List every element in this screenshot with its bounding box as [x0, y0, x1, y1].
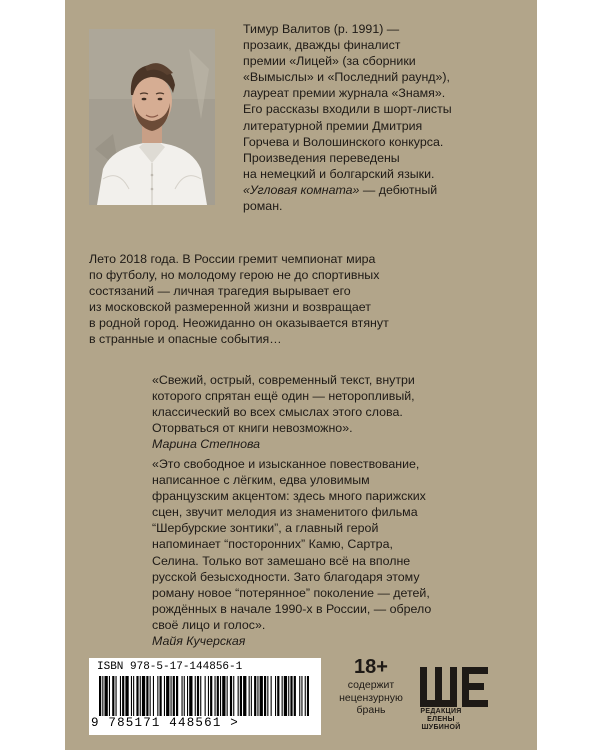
barcode-bar	[142, 676, 145, 716]
barcode-bar	[120, 676, 121, 716]
barcode-bar	[182, 676, 183, 716]
bio-line: Его рассказы входили в шорт-листы	[243, 102, 452, 117]
barcode-bar	[238, 676, 239, 716]
synopsis-line: Лето 2018 года. В России гремит чемпионат мира	[89, 252, 376, 266]
barcode-bar	[140, 676, 141, 716]
barcode-bar	[215, 676, 216, 716]
barcode-bar	[109, 676, 110, 716]
barcode-bar	[176, 676, 178, 716]
quote-author: Марина Степнова	[152, 437, 261, 452]
barcode-bar	[267, 676, 268, 716]
barcode-bar	[233, 676, 234, 716]
barcode-bar	[249, 676, 250, 716]
barcode-bar	[131, 676, 132, 716]
barcode-bar	[171, 676, 172, 716]
barcode-bar	[275, 676, 276, 716]
bio-line: премии «Лицей» (за сборники	[243, 54, 416, 69]
age-rating-value: 18+	[354, 656, 388, 678]
barcode-digits: 9 785171 448561 >	[91, 716, 239, 730]
quote-line: Оторваться от книги невозможно».	[152, 421, 353, 436]
publisher-line: РЕДАКЦИЯ	[420, 708, 462, 715]
barcode-bar	[208, 676, 209, 716]
publisher-line: ЕЛЕНЫ ШУБИНОЙ	[421, 716, 461, 731]
synopsis-line: в странные и опасные события…	[89, 332, 282, 347]
quote-line: сцен, звучит мелодия из знаменитого фильма	[152, 505, 418, 520]
barcode-bar	[254, 676, 256, 716]
barcode-bar	[305, 676, 306, 716]
synopsis-line: из московской размеренной жизни и возвращает	[89, 300, 371, 315]
debut-book-title: «Угловая комната»	[243, 182, 360, 197]
barcode-bar	[260, 676, 263, 716]
barcode-image	[97, 676, 311, 716]
barcode-bar	[157, 676, 158, 716]
bio-line: прозаик, дважды финалист	[243, 38, 401, 53]
author-bio	[243, 21, 528, 214]
barcode-bar	[240, 676, 242, 716]
barcode-bar	[105, 676, 108, 716]
barcode-bar	[197, 676, 199, 716]
barcode-bar	[166, 676, 169, 716]
bio-line: Горчева и Волошинского конкурса.	[243, 134, 444, 149]
quote-line: классический во всех смыслах этого слова.	[152, 405, 403, 420]
synopsis-line: в родной город. Неожиданно он оказывается втянут	[89, 316, 389, 331]
barcode-bar	[173, 676, 175, 716]
bio-line: роман.	[243, 199, 283, 214]
barcode-bar	[290, 676, 292, 716]
author-photo	[89, 29, 215, 205]
barcode-bar	[122, 676, 124, 716]
book-synopsis	[89, 251, 519, 348]
age-warning-line: брань	[356, 704, 386, 716]
isbn-barcode-box	[89, 658, 321, 735]
quote-line: “Шербурские зонтики”, а главный герой	[152, 521, 379, 536]
barcode-bar	[210, 676, 212, 716]
barcode-bar	[112, 676, 114, 716]
barcode-bar	[243, 676, 246, 716]
barcode-bar	[222, 676, 225, 716]
quote-line: написанное с лёгким, едва уловимым	[152, 473, 370, 488]
synopsis-line: по футболу, но молодому герою не до спортивных	[89, 268, 380, 283]
synopsis-line: состязаний — личная трагедия вырывает его	[89, 284, 351, 299]
quote-line: роману новое “потерянное” поколение — детей,	[152, 585, 430, 600]
barcode-bar	[271, 676, 272, 716]
barcode-bar	[264, 676, 266, 716]
barcode-bar	[294, 676, 296, 716]
quote-line: которого спрятан ещё один — неторопливый,	[152, 389, 415, 404]
bio-line: лауреат премии журнала «Знамя».	[243, 86, 446, 101]
barcode-bar	[160, 676, 162, 716]
review-quote	[152, 372, 522, 452]
barcode-bar	[284, 676, 287, 716]
barcode-bar	[99, 676, 101, 716]
barcode-bar	[136, 676, 138, 716]
quote-line: русской безысходности. Зато благодаря этому	[152, 569, 420, 584]
barcode-bar	[102, 676, 103, 716]
barcode-bar	[195, 676, 196, 716]
bio-line: на немецкий и болгарский языки.	[243, 166, 435, 181]
bio-line: Тимур Валитов (р. 1991) —	[243, 22, 400, 36]
barcode-bar	[189, 676, 192, 716]
publisher-name	[410, 708, 472, 732]
isbn-label: ISBN 978-5-17-144856-1	[97, 661, 243, 673]
barcode-bar	[277, 676, 279, 716]
bio-line: литературной премии Дмитрия	[243, 118, 423, 133]
age-rating	[339, 655, 403, 717]
barcode-bar	[227, 676, 228, 716]
barcode-bar	[257, 676, 258, 716]
barcode-bar	[299, 676, 300, 716]
barcode-bar	[282, 676, 283, 716]
quote-line: «Это свободное и изысканное повествование,	[152, 457, 420, 471]
quote-line: Селина. Только вот замешано всё на вполне	[152, 553, 411, 568]
barcode-bar	[184, 676, 185, 716]
quote-line: рождённых в начале 1990-х в России, — обрело	[152, 601, 432, 616]
book-back-cover	[65, 0, 537, 750]
bio-line: «Вымыслы» и «Последний раунд»),	[243, 70, 450, 85]
barcode-bar	[153, 676, 154, 716]
barcode-bar	[217, 676, 219, 716]
barcode-bar	[230, 676, 232, 716]
barcode-bar	[251, 676, 252, 716]
barcode-bar	[187, 676, 188, 716]
barcode-bar	[200, 676, 201, 716]
quote-line: напоминает “посторонних” Камю, Сартра,	[152, 537, 393, 552]
author-portrait-image	[89, 29, 215, 205]
age-warning-line: содержит	[347, 679, 395, 691]
bio-debut-line	[243, 182, 528, 198]
debut-suffix: — дебютный	[359, 182, 438, 197]
barcode-bar	[125, 676, 128, 716]
barcode-bar	[150, 676, 151, 716]
barcode-bar	[133, 676, 134, 716]
barcode-bar	[146, 676, 148, 716]
barcode-bar	[288, 676, 289, 716]
quote-line: «Свежий, острый, современный текст, внутри	[152, 373, 415, 387]
age-warning-line: нецензурную	[339, 691, 403, 704]
barcode-bar	[307, 676, 309, 716]
bio-line: Произведения переведены	[243, 150, 400, 165]
barcode-bar	[116, 676, 117, 716]
quote-line: своё лицо и голос».	[152, 617, 266, 632]
barcode-bar	[205, 676, 206, 716]
quote-author: Майя Кучерская	[152, 634, 246, 649]
barcode-bar	[164, 676, 165, 716]
barcode-bar	[220, 676, 221, 716]
barcode-bar	[301, 676, 302, 716]
quote-line: французским акцентом: здесь много парижских	[152, 489, 426, 504]
review-quote	[152, 456, 522, 649]
